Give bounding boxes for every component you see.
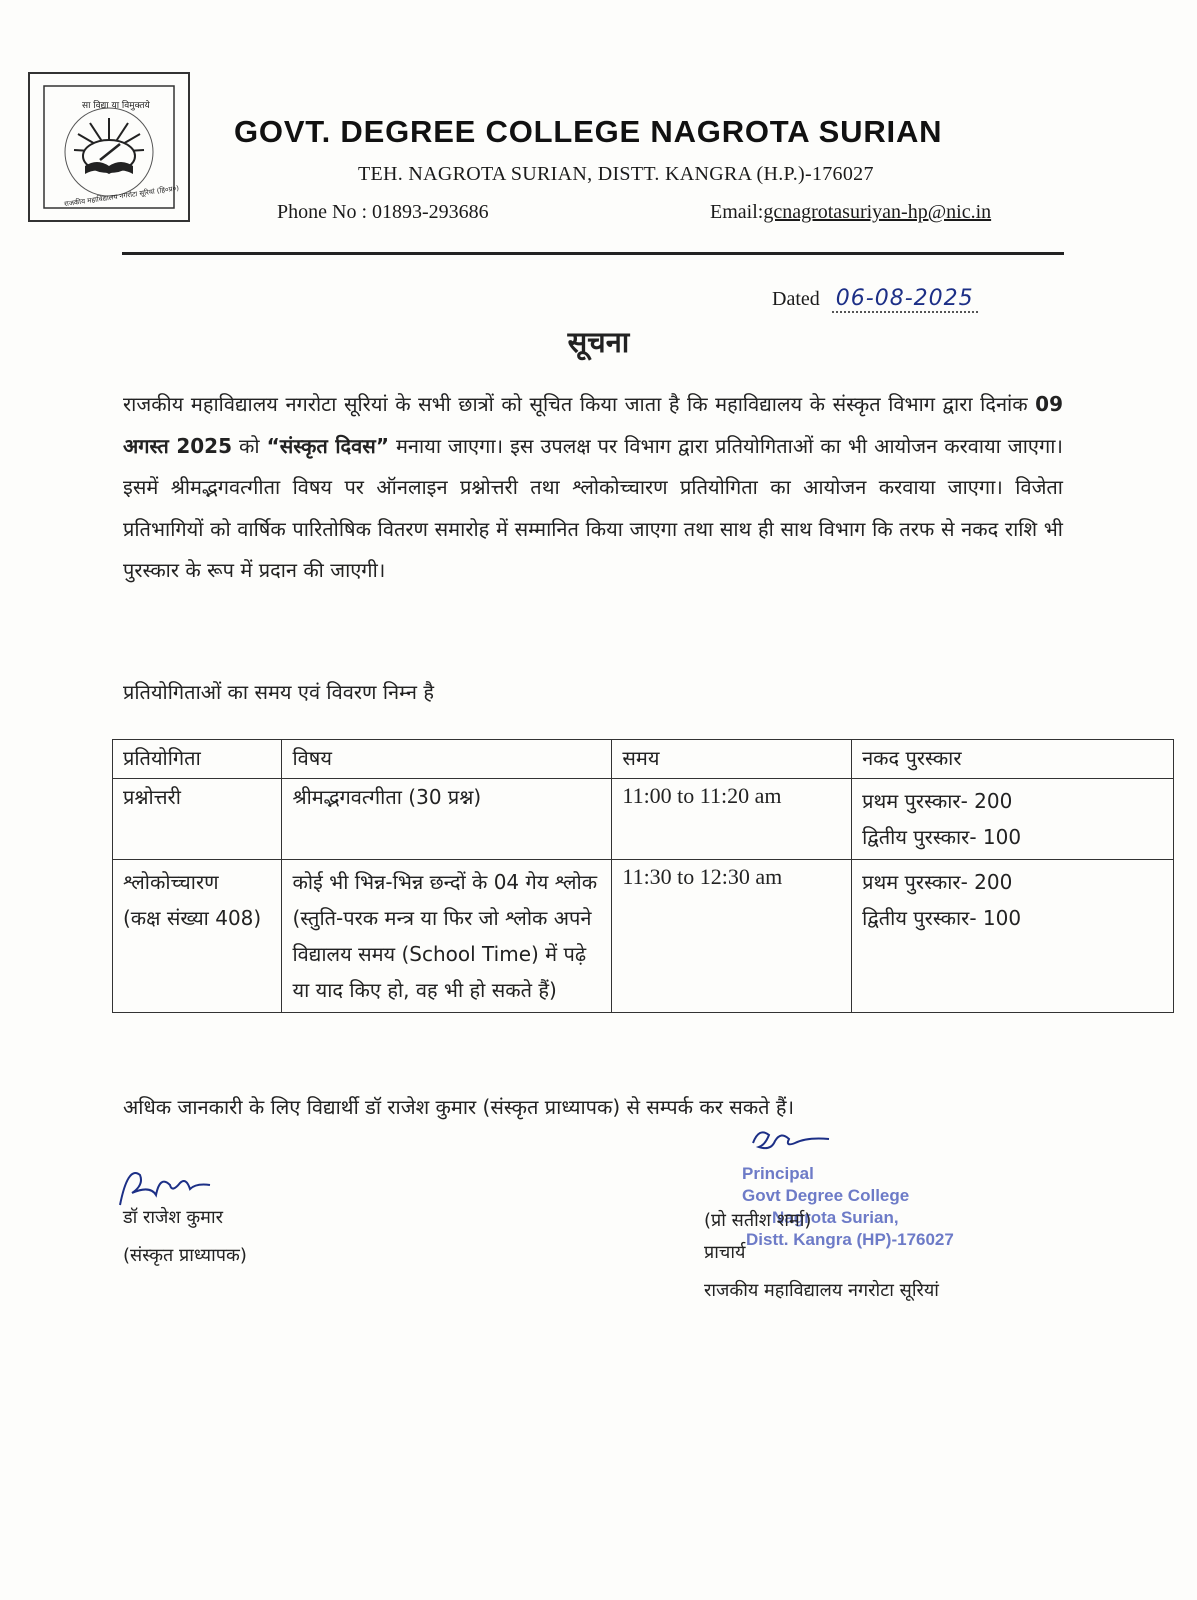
college-logo <box>28 72 190 222</box>
principal-stamp <box>742 1163 954 1251</box>
signatory-right-title: प्राचार्य <box>704 1242 746 1263</box>
stamp-line-4: Distt. Kangra (HP)-176027 <box>746 1230 954 1249</box>
table-row <box>113 860 1174 1013</box>
cell-time: 11:30 to 12:30 am <box>612 860 852 1013</box>
cell-competition: प्रश्नोत्तरी <box>113 779 282 860</box>
competition-table <box>112 739 1174 1013</box>
signature-right-icon <box>745 1123 845 1163</box>
cell-subject: कोई भी भिन्न-भिन्न छन्दों के 04 गेय श्लोक (स्तुति-परक मन्त्र या फिर जो श्लोक अपने विद्यालय समय (School Time) में पढ़े या याद किए हो, वह भी हो सकते हैं) <box>282 860 612 1013</box>
signatory-left-name: डॉ राजेश कुमार <box>123 1207 223 1228</box>
email-label: Email: <box>710 201 764 223</box>
competition-venue: (कक्ष संख्या 408) <box>123 906 262 930</box>
body-text-1: राजकीय महाविद्यालय नगरोटा सूरियां के सभी छात्रों को सूचित किया जाता है कि महाविद्यालय के संस्कृत विभाग द्वारा दिनांक <box>123 392 1036 416</box>
signatory-right-name: (प्रो सतीश शर्मा) <box>704 1210 812 1231</box>
signatory-left-title: (संस्कृत प्राध्यापक) <box>123 1245 247 1266</box>
cell-competition <box>113 860 282 1013</box>
dated-value: 06-08-2025 <box>832 286 978 313</box>
college-name: GOVT. DEGREE COLLEGE NAGROTA SURIAN <box>234 114 943 149</box>
competition-name: श्लोकोच्चारण <box>123 870 219 894</box>
dated-label: Dated <box>772 288 820 310</box>
header-subject: विषय <box>282 740 612 779</box>
logo-ring-text: राजकीय महाविद्यालय नगरोटा सूरियां (हि०प्र०) <box>63 184 180 209</box>
signatory-right-institution: राजकीय महाविद्यालय नगरोटा सूरियां <box>704 1280 939 1301</box>
email-link[interactable]: gcnagrotasuriyan-hp@nic.in <box>763 201 992 223</box>
logo-emblem-icon <box>30 74 188 220</box>
table-row <box>113 779 1174 860</box>
body-event: “संस्कृत दिवस” <box>266 433 389 458</box>
prize-second: द्वितीय पुरस्कार- 100 <box>862 825 1022 849</box>
contact-note: अधिक जानकारी के लिए विद्यार्थी डॉ राजेश कुमार (संस्कृत प्राध्यापक) से सम्पर्क कर सकते हैं। <box>123 1095 795 1119</box>
notice-body <box>123 384 1063 592</box>
stamp-line-2: Govt Degree College <box>742 1186 910 1205</box>
body-text-2: को <box>232 433 267 458</box>
body-text-3: मनाया जाएगा। इस उपलक्ष पर विभाग द्वारा प्रतियोगिताओं का भी आयोजन करवाया जाएगा। इसमें श्रीमद्भगवत्गीता विषय पर ऑनलाइन प्रश्नोत्तरी तथा श्लोकोच्चारण प्रतियोगिता का आयोजन करवाया जाएगा। विजेता प्रतिभागियों को वार्षिक पारितोषिक वितरण समारोह में सम्मानित किया जाएगा तथा साथ ही साथ विभाग कि तरफ से नकद राशि भी पुरस्कार के रूप में प्रदान की जाएगी। <box>123 433 1063 582</box>
logo-motto: सा विद्या या विमुक्तये <box>82 101 150 111</box>
email-line <box>710 201 991 224</box>
header-time: समय <box>612 740 852 779</box>
cell-prize <box>852 779 1174 860</box>
notice-title: सूचना <box>567 325 630 359</box>
table-header-row <box>113 740 1174 779</box>
stamp-line-3: Nagrota Surian, <box>772 1208 899 1227</box>
stamp-line-1: Principal <box>742 1164 814 1183</box>
cell-subject: श्रीमद्भगवत्गीता (30 प्रश्न) <box>282 779 612 860</box>
header-competition: प्रतियोगिता <box>113 740 282 779</box>
prize-first: प्रथम पुरस्कार- 200 <box>862 870 1013 894</box>
prize-second: द्वितीय पुरस्कार- 100 <box>862 906 1022 930</box>
cell-prize <box>852 860 1174 1013</box>
header-divider <box>122 252 1064 255</box>
header-prize: नकद पुरस्कार <box>852 740 1174 779</box>
prize-first: प्रथम पुरस्कार- 200 <box>862 789 1013 813</box>
body-date: 09 अगस्त 2025 <box>123 392 1063 458</box>
schedule-intro: प्रतियोगिताओं का समय एवं विवरण निम्न है <box>123 680 434 704</box>
college-address: TEH. NAGROTA SURIAN, DISTT. KANGRA (H.P.)-176027 <box>358 163 874 185</box>
dated-line <box>772 286 978 311</box>
cell-time: 11:00 to 11:20 am <box>612 779 852 860</box>
phone-number: Phone No : 01893-293686 <box>277 201 489 223</box>
